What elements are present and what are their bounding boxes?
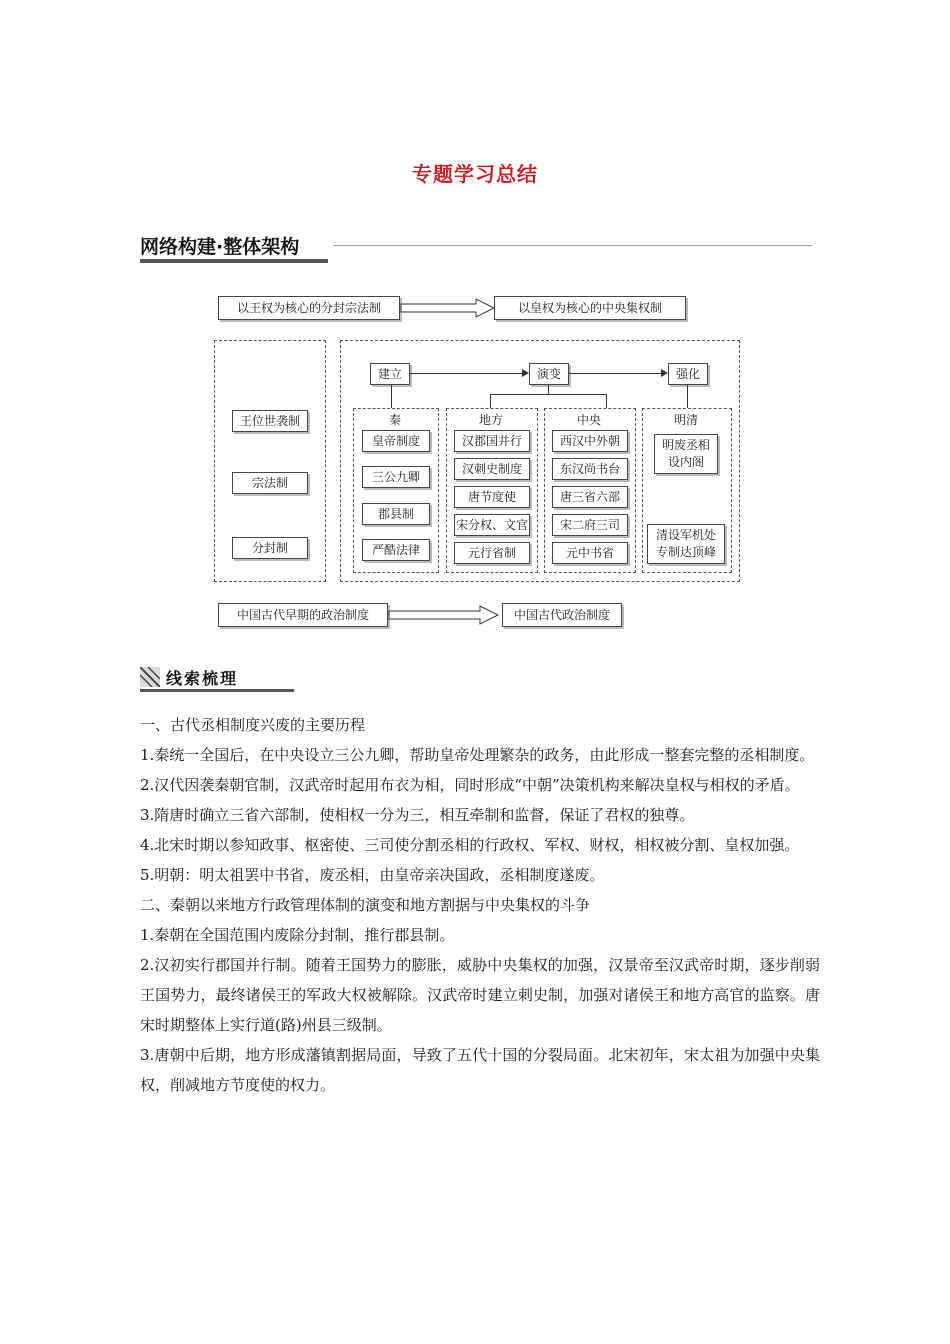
fat-arrow-top: [400, 298, 496, 318]
connector-to-mingqing: [687, 385, 688, 408]
local-item: 元行省制: [454, 542, 530, 564]
paragraph: 5.明朝：明太祖罢中书省，废丞相，由皇帝亲决国政，丞相制度遂废。: [140, 866, 605, 884]
paragraph: 3.隋唐时确立三省六部制，使相权一分为三，相互牵制和监督，保证了君权的独尊。: [140, 806, 695, 824]
section-header-clues: [140, 665, 296, 693]
central-item: 唐三省六部: [552, 486, 628, 508]
paragraph: 一、古代丞相制度兴废的主要历程: [140, 716, 366, 734]
qin-item: 严酷法律: [362, 539, 430, 561]
mingqing-item: 明废丞相设内阁: [654, 434, 718, 474]
paragraph: 4.北宋时期以参知政事、枢密使、三司使分割丞相的行政权、军权、财权，相权被分割、皇权加强。: [140, 836, 800, 854]
section-header-rule: [334, 245, 812, 246]
central-item: 元中书省: [552, 542, 628, 564]
flow-evolve: 演变: [529, 363, 569, 385]
paragraph: 1.秦朝在全国范围内废除分封制，推行郡县制。: [140, 926, 455, 944]
qin-item: 三公九卿: [362, 466, 430, 488]
section-header-label: 线索梳理: [166, 669, 239, 688]
structure-diagram: [210, 292, 750, 634]
arrowhead-icon: [522, 369, 529, 377]
box-feudal-system: 以王权为核心的分封宗法制: [218, 296, 400, 320]
local-item: 汉刺史制度: [454, 458, 530, 480]
fat-arrow-bottom: [388, 605, 500, 625]
connector-to-local: [490, 394, 491, 408]
local-item: 汉郡国并行: [454, 430, 530, 452]
box-political-system: 中国古代政治制度: [502, 603, 622, 627]
central-item: 宋二府三司: [552, 514, 628, 536]
box-early-political-system: 中国古代早期的政治制度: [218, 603, 388, 627]
hatched-square-icon: [140, 667, 160, 687]
qin-item: 郡县制: [362, 503, 430, 525]
connector-local-central: [490, 394, 606, 395]
mingqing-label: 明清: [673, 413, 698, 427]
connector-evolve-strengthen: [569, 373, 661, 374]
local-item: 唐节度使: [454, 486, 530, 508]
connector-evolve-down: [548, 385, 549, 394]
central-item: 西汉中外朝: [552, 430, 628, 452]
qin-item: 皇帝制度: [362, 430, 430, 452]
item-enfeoffment: 分封制: [232, 537, 308, 559]
paragraph: 2.汉代因袭秦朝官制，汉武帝时起用布衣为相，同时形成“中朝”决策机构来解决皇权与相权的矛盾。: [140, 776, 800, 794]
item-patriarchal-clan: 宗法制: [232, 472, 308, 494]
section-header-label: 网络构建·整体架构: [140, 236, 300, 258]
connector-to-central: [606, 394, 607, 408]
box-centralized-system: 以皇权为核心的中央集权制: [494, 296, 686, 320]
paragraph: 1.秦统一全国后，在中央设立三公九卿，帮助皇帝处理繁杂的政务，由此形成一整套完整的丞相制度。: [140, 746, 815, 764]
flow-strengthen: 强化: [668, 363, 708, 385]
paragraph: 二、秦朝以来地方行政管理体制的演变和地方割据与中央集权的斗争: [140, 896, 591, 914]
section-header-underline: [140, 259, 328, 263]
section-header-network: [140, 230, 812, 264]
mingqing-item: 清设军机处专制达顶峰: [647, 524, 725, 564]
central-label: 中央: [576, 413, 601, 427]
local-item: 宋分权、文官: [454, 514, 530, 536]
qin-label: 秦: [388, 413, 401, 427]
connector-to-qin: [391, 385, 392, 408]
paragraph: 2.汉初实行郡国并行制。随着王国势力的膨胀，威胁中央集权的加强，汉景帝至汉武帝时期，逐步削弱王国势力，最终诸侯王的军政大权被解除。汉武帝时建立刺史制，加强对诸侯王和地方高官的监察。唐宋时期整体上实行道(路)州县三级制。: [140, 956, 820, 1034]
body-text: [140, 710, 820, 1100]
paragraph: 3.唐朝中后期，地方形成藩镇割据局面，导致了五代十国的分裂局面。北宋初年，宋太祖为加强中央集权，削减地方节度使的权力。: [140, 1046, 820, 1094]
flow-build: 建立: [370, 363, 410, 385]
central-item: 东汉尚书台: [552, 458, 628, 480]
connector-build-evolve: [410, 373, 522, 374]
section-header-underline: [140, 689, 294, 692]
local-label: 地方: [478, 413, 503, 427]
arrowhead-icon: [661, 369, 668, 377]
item-hereditary-throne: 王位世袭制: [232, 410, 308, 432]
page-title: 专题学习总结: [412, 162, 538, 186]
